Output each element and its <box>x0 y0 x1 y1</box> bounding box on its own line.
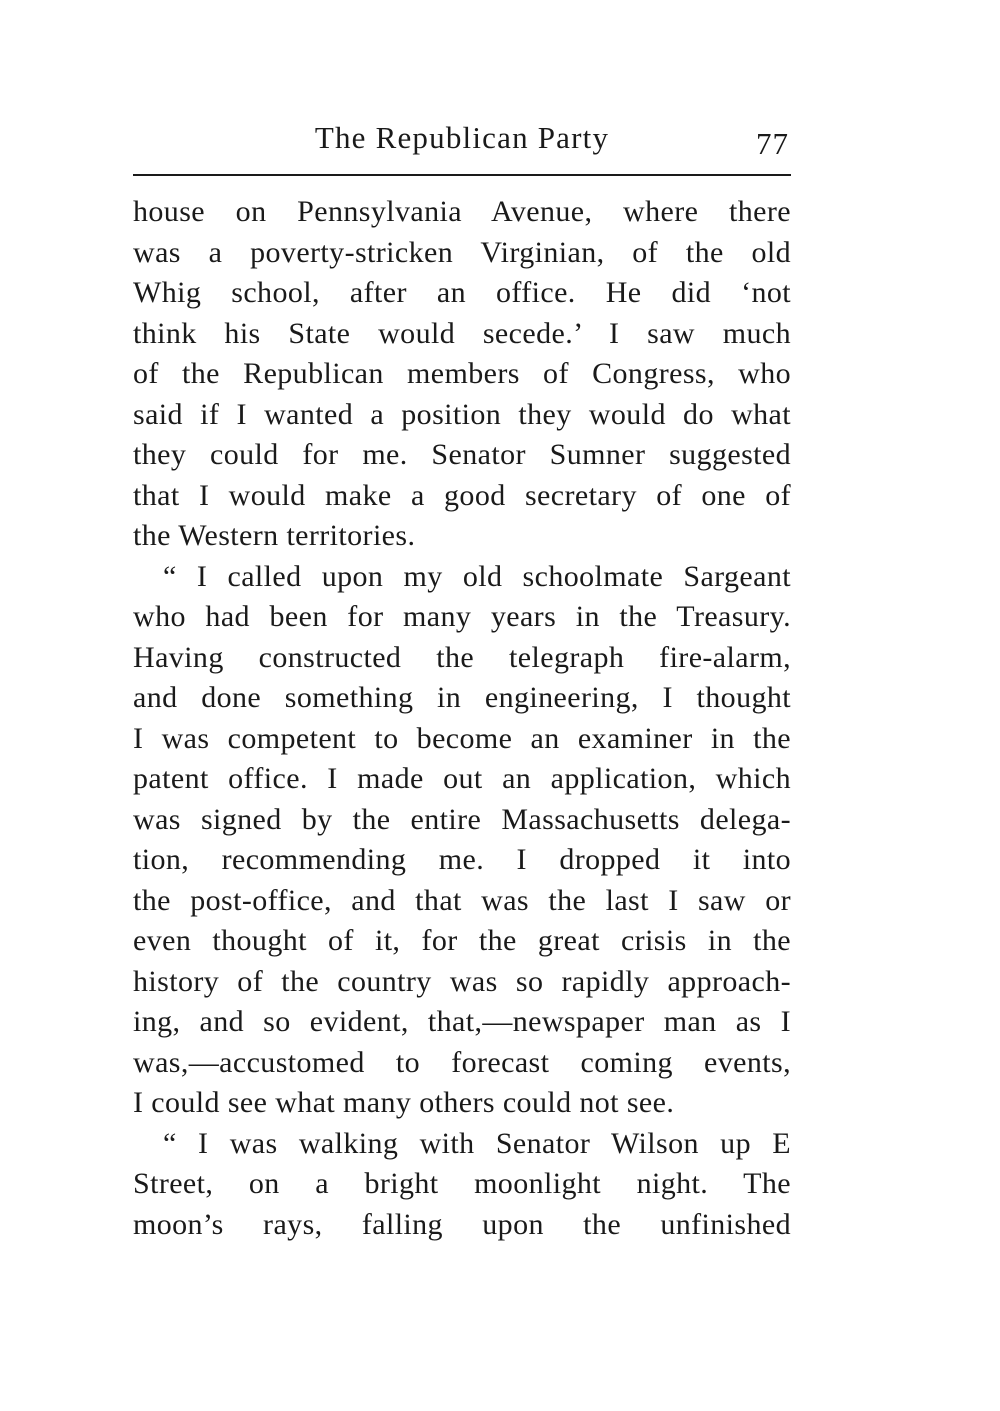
text-line: Whig school, after an office. He did ‘not <box>133 276 791 309</box>
text-line: that I would make a good secretary of one of <box>133 478 791 512</box>
text-line: house on Pennsylvania Avenue, where there <box>133 195 791 228</box>
text-line: ing, and so evident, that,—newspaper man as I <box>133 1005 791 1038</box>
text-line: the post-office, and that was the last I saw or <box>133 883 791 917</box>
text-line: of the Republican members of Congress, who <box>133 357 791 390</box>
paragraph-3 <box>133 1124 791 1246</box>
header-rule <box>133 174 791 176</box>
text-line: Having constructed the telegraph fire-alarm, <box>133 640 791 674</box>
text-line: said if I wanted a position they would do what <box>133 397 791 431</box>
text-line: was a poverty-stricken Virginian, of the old <box>133 235 791 269</box>
text-line: tion, recommending me. I dropped it into <box>133 843 791 876</box>
text-line: the Western territories. <box>133 519 416 552</box>
running-head <box>133 118 791 162</box>
text-line: they could for me. Senator Sumner suggested <box>133 438 791 471</box>
text-line: “ I was walking with Senator Wilson up E <box>163 1126 791 1160</box>
text-line: moon’s rays, falling upon the unfinished <box>133 1207 791 1241</box>
body-text <box>133 192 791 1245</box>
text-line: think his State would secede.’ I saw much <box>133 316 791 350</box>
text-line: patent office. I made out an application, which <box>133 762 791 795</box>
text-line: I could see what many others could not see. <box>133 1086 675 1119</box>
text-line: even thought of it, for the great crisis in the <box>133 924 791 957</box>
text-line: and done something in engineering, I thought <box>133 681 791 714</box>
text-line: I was competent to become an examiner in the <box>133 721 791 755</box>
running-title: The Republican Party <box>314 120 610 155</box>
text-line: “ I called upon my old schoolmate Sargeant <box>163 559 791 593</box>
paragraph-1 <box>133 192 791 557</box>
paragraph-2 <box>133 557 791 1124</box>
text-line: was,—accustomed to forecast coming events, <box>133 1045 791 1079</box>
text-line: history of the country was so rapidly approach- <box>133 964 791 998</box>
text-line: was signed by the entire Massachusetts delega- <box>133 802 791 836</box>
page-number: 77 <box>756 126 789 161</box>
text-line: Street, on a bright moonlight night. The <box>133 1167 791 1200</box>
text-line: who had been for many years in the Treasury. <box>133 600 791 633</box>
